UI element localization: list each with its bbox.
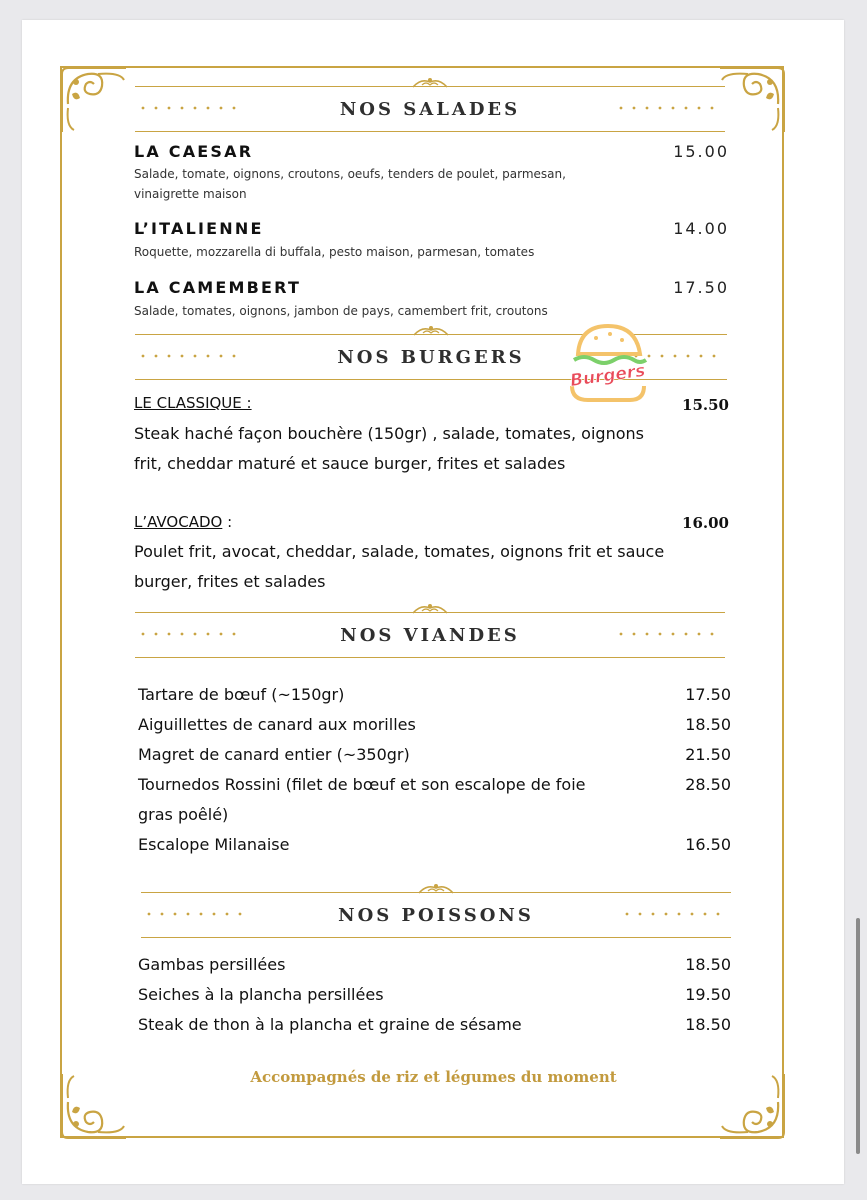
dish-price: 16.00 — [682, 514, 729, 532]
dish-price: 16.50 — [685, 835, 731, 854]
section-header-poissons — [141, 876, 731, 938]
dish-price: 18.50 — [685, 715, 731, 734]
section-header-viandes — [135, 596, 725, 658]
dish-name: Magret de canard entier (~350gr) — [138, 745, 410, 764]
corner-ornament-icon — [58, 64, 130, 136]
side-dish-note: Accompagnés de riz et légumes du moment — [250, 1068, 617, 1086]
dish-price: 15.00 — [673, 142, 729, 161]
dish-name: Tartare de bœuf (~150gr) — [138, 685, 345, 704]
list-item — [138, 740, 731, 770]
dish-name: Escalope Milanaise — [138, 835, 290, 854]
corner-ornament-icon — [716, 64, 788, 136]
section-title: NOS VIANDES — [340, 625, 520, 646]
dish-price: 15.50 — [682, 396, 729, 414]
dish-description: Roquette, mozzarella di buffala, pesto maison, parmesan, tomates — [134, 245, 535, 259]
list-item — [138, 1010, 731, 1040]
list-item — [138, 680, 731, 710]
list-item — [138, 950, 731, 980]
crown-ornament-icon — [411, 602, 449, 614]
dish-price: 14.00 — [673, 219, 729, 238]
section-title: NOS POISSONS — [338, 905, 534, 926]
dish-price: 28.50 — [685, 775, 731, 794]
burger-neon-logo — [560, 320, 656, 410]
dish-name: Seiches à la plancha persillées — [138, 985, 384, 1004]
section-title: NOS SALADES — [339, 99, 521, 120]
dots-ornament-icon — [625, 912, 725, 916]
list-item — [138, 710, 731, 740]
section-title: NOS BURGERS — [337, 347, 525, 368]
dish-name: LA CAMEMBERT — [134, 278, 302, 297]
crown-ornament-icon — [417, 882, 455, 894]
dots-ornament-icon — [619, 632, 719, 636]
scrollbar[interactable] — [856, 918, 860, 1154]
dish-description: Salade, tomates, oignons, jambon de pays, camembert frit, croutons — [134, 304, 548, 318]
dish-price: 17.50 — [685, 685, 731, 704]
dots-ornament-icon — [619, 106, 719, 110]
dish-name: Steak de thon à la plancha et graine de sésame — [138, 1015, 522, 1034]
dish-price: 21.50 — [685, 745, 731, 764]
dish-price: 18.50 — [685, 1015, 731, 1034]
dish-description: Poulet frit, avocat, cheddar, salade, tomates, oignons frit et sauce burger, frites et salades — [134, 542, 665, 591]
dish-description: Salade, tomate, oignons, croutons, oeufs, tenders de poulet, parmesan, vinaigrette maison — [134, 167, 566, 201]
dish-name: Tournedos Rossini (filet de bœuf et son escalope de foie gras poêlé) — [138, 775, 586, 824]
dish-price: 19.50 — [685, 985, 731, 1004]
crown-ornament-icon — [412, 324, 450, 336]
dish-name: L’ITALIENNE — [134, 219, 264, 238]
crown-ornament-icon — [411, 76, 449, 88]
dish-description: Steak haché façon bouchère (150gr) , salade, tomates, oignons frit, cheddar maturé et sauce burger, frites et salades — [134, 424, 644, 473]
burger-logo-text: Burgers — [568, 360, 647, 392]
dish-name: Gambas persillées — [138, 955, 286, 974]
list-item — [138, 830, 731, 860]
dish-name: Aiguillettes de canard aux morilles — [138, 715, 416, 734]
list-item — [138, 980, 731, 1010]
section-header-salades — [135, 70, 725, 132]
list-item — [138, 770, 731, 830]
dish-price: 17.50 — [673, 278, 729, 297]
dish-name: LE CLASSIQUE : — [134, 394, 252, 412]
dish-name: LA CAESAR — [134, 142, 254, 161]
dish-name: L’AVOCADO : — [134, 513, 233, 531]
dish-price: 18.50 — [685, 955, 731, 974]
